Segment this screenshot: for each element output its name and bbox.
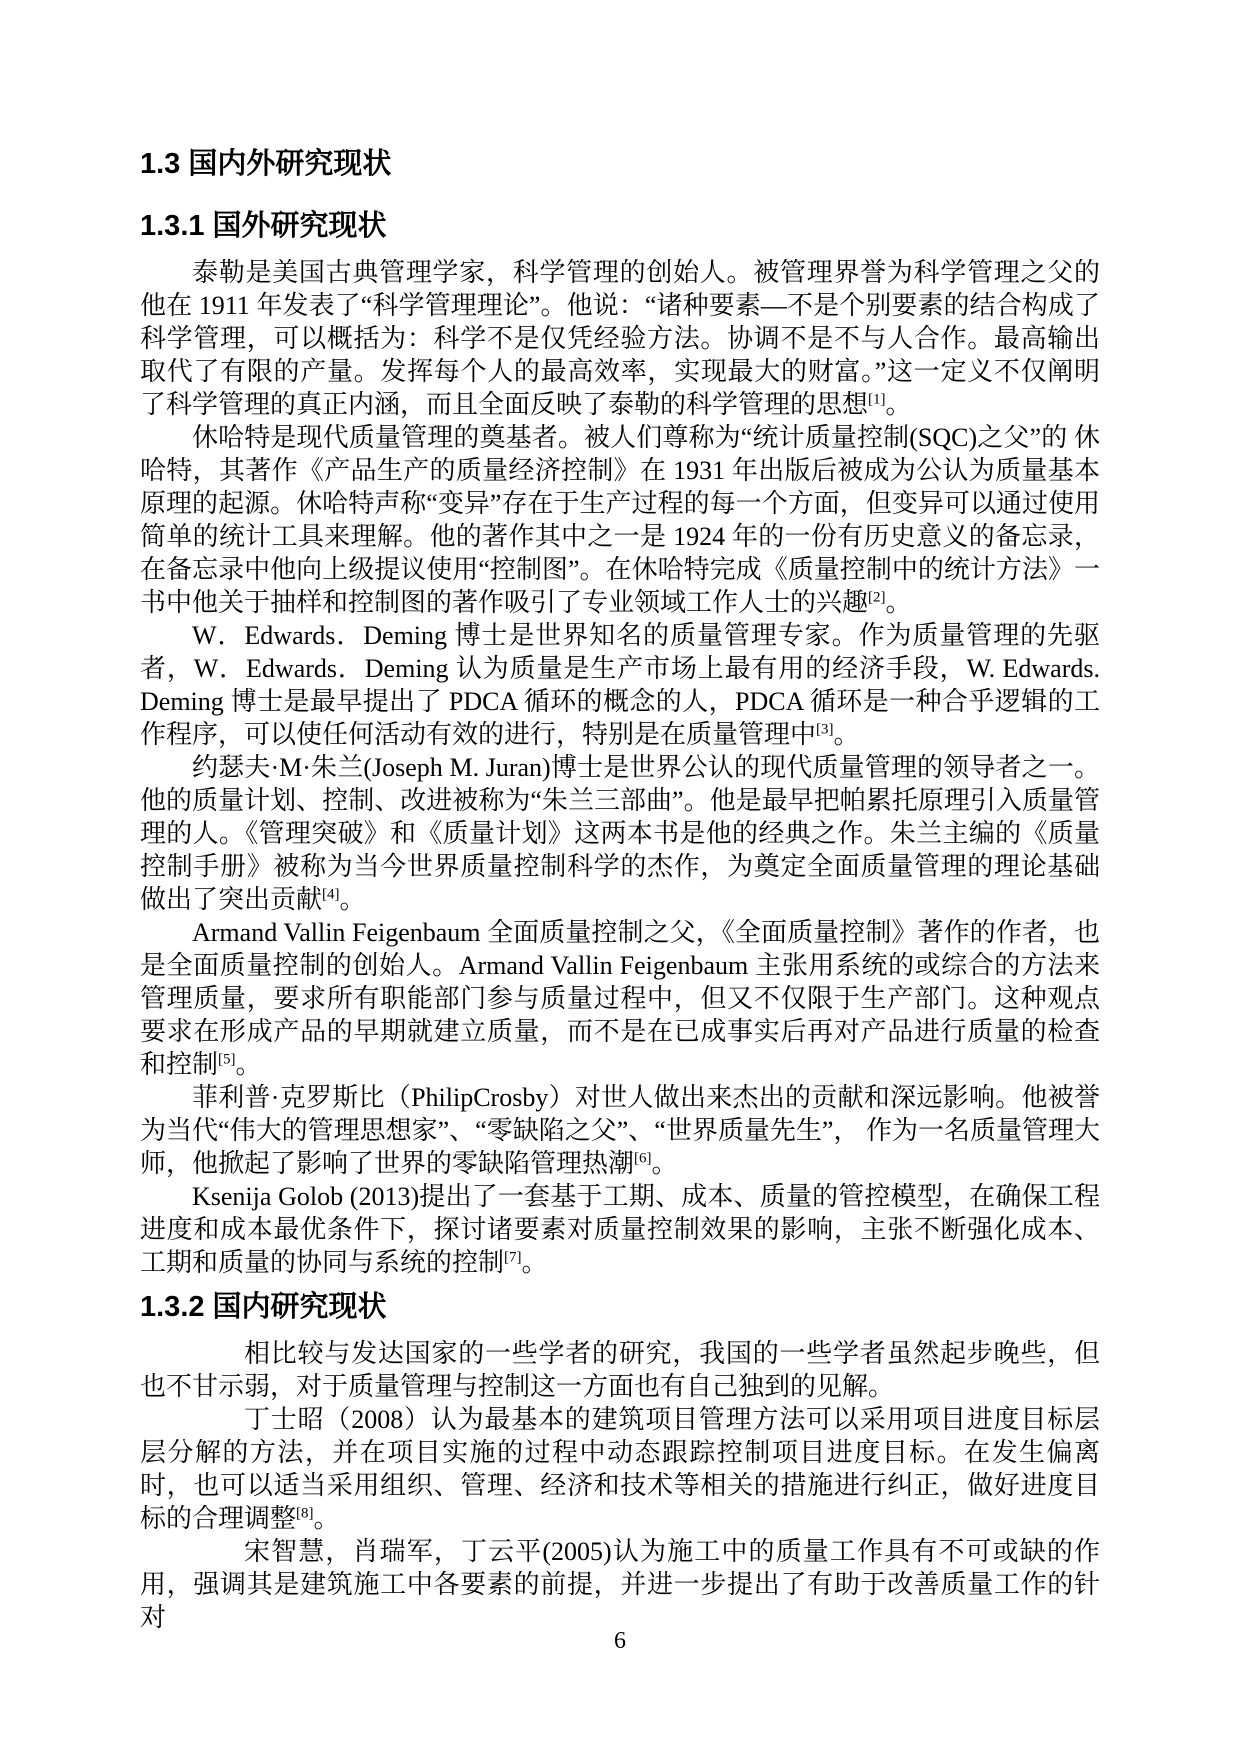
section-heading-1-3: 1.3 国内外研究现状 bbox=[140, 148, 392, 180]
section-heading-1-3-1: 1.3.1 国外研究现状 bbox=[140, 210, 387, 242]
paragraph-deming bbox=[140, 619, 1100, 751]
paragraph-text: W．Edwards．Deming 博士是世界知名的质量管理专家。作为质量管理的先驱者，W．Edwards．Deming 认为质量是生产市场上最有用的经济手段，W. Edwards. Deming 博士是最早提出了 PDCA 循环的概念的人，PDCA 循环是一种合乎逻辑的工作程序，可以使任何活动有效的进行，特别是在质量管理中 bbox=[140, 621, 1100, 749]
paragraph-tail: 。 bbox=[521, 1248, 548, 1277]
citation-ref-6: [6] bbox=[634, 1150, 652, 1167]
paragraph-text: Ksenija Golob (2013)提出了一套基于工期、成本、质量的管控模型，在确保工程进度和成本最优条件下，探讨诸要素对质量控制效果的影响，主张不断强化成本、工期和质量的协同与系统的控制 bbox=[140, 1182, 1100, 1277]
citation-ref-1: [1] bbox=[868, 391, 886, 408]
paragraph-golob bbox=[140, 1180, 1100, 1279]
citation-ref-8: [8] bbox=[296, 1505, 314, 1522]
paragraph-tail: 。 bbox=[235, 1050, 262, 1079]
paragraph-tail: 。 bbox=[885, 588, 912, 617]
paragraph-tail: 。 bbox=[833, 720, 860, 749]
citation-ref-3: [3] bbox=[816, 721, 834, 738]
paragraph-text: 休哈特是现代质量管理的奠基者。被人们尊称为“统计质量控制(SQC)之父”的 休哈特，其著作《产品生产的质量经济控制》在 1931 年出版后被成为公认为质量基本原理的起源。休哈特声称“变异”存在于生产过程的每一个方面，但变异可以通过使用简单的统计工具来理解。他的著作其中之一是 1924 年的一份有历史意义的备忘录，在备忘录中他向上级提议使用“控制图”。在休哈特完成《质量控制中的统计方法》一书中他关于抽样和控制图的著作吸引了专业领域工作人士的兴趣 bbox=[140, 423, 1100, 617]
paragraph-taylor bbox=[140, 256, 1100, 421]
paragraph-songzhihui bbox=[140, 1535, 1100, 1634]
section-heading-1-3-2: 1.3.2 国内研究现状 bbox=[140, 1291, 387, 1323]
paragraph-text: 泰勒是美国古典管理学家，科学管理的创始人。被管理界誉为科学管理之父的他在 1911 年发表了“科学管理理论”。他说：“诸种要素—不是个别要素的结合构成了科学管理，可以概括为：科学不是仅凭经验方法。协调不是不与人合作。最高输出取代了有限的产量。发挥每个人的最高效率，实现最大的财富。”这一定义不仅阐明了科学管理的真正内涵，而且全面反映了泰勒的科学管理的思想 bbox=[140, 258, 1100, 419]
paragraph-tail: 。 bbox=[651, 1149, 678, 1178]
paragraph-text: Armand Vallin Feigenbaum 全面质量控制之父，《全面质量控制》著作的作者，也是全面质量控制的创始人。Armand Vallin Feigenbaum 主张用系统的或综合的方法来管理质量，要求所有职能部门参与质量过程中，但又不仅限于生产部门。这种观点要求在形成产品的早期就建立质量，而不是在已成事实后再对产品进行质量的检查和控制 bbox=[140, 918, 1100, 1079]
paragraph-text: 丁士昭（2008）认为最基本的建筑项目管理方法可以采用项目进度目标层层分解的方法，并在项目实施的过程中动态跟踪控制项目进度目标。在发生偏离时，也可以适当采用组织、管理、经济和技术等相关的措施进行纠正，做好进度目标的合理调整 bbox=[140, 1405, 1100, 1533]
paragraph-tail: 。 bbox=[339, 885, 366, 914]
paragraph-feigenbaum bbox=[140, 916, 1100, 1081]
paragraph-tail: 。 bbox=[313, 1504, 340, 1533]
citation-ref-4: [4] bbox=[322, 886, 340, 903]
paragraph-text: 菲利普·克罗斯比（PhilipCrosby）对世人做出来杰出的贡献和深远影响。他被誉为当代“伟大的管理思想家”、“零缺陷之父”、“世界质量先生”， 作为一名质量管理大师，他掀起了影响了世界的零缺陷管理热潮 bbox=[140, 1083, 1100, 1178]
citation-ref-5: [5] bbox=[218, 1051, 236, 1068]
paragraph-juran bbox=[140, 751, 1100, 916]
paragraph-tail: 。 bbox=[885, 390, 912, 419]
citation-ref-2: [2] bbox=[868, 589, 886, 606]
paragraph-text: 宋智慧，肖瑞军，丁云平(2005)认为施工中的质量工作具有不可或缺的作用，强调其是建筑施工中各要素的前提，并进一步提出了有助于改善质量工作的针对 bbox=[140, 1537, 1100, 1632]
paragraph-shewhart bbox=[140, 421, 1100, 619]
paragraph-text: 相比较与发达国家的一些学者的研究，我国的一些学者虽然起步晚些，但也不甘示弱，对于质量管理与控制这一方面也有自己独到的见解。 bbox=[140, 1339, 1100, 1401]
paragraph-dingshizhao bbox=[140, 1403, 1100, 1535]
paragraph-domestic-intro bbox=[140, 1337, 1100, 1403]
paragraph-crosby bbox=[140, 1081, 1100, 1180]
citation-ref-7: [7] bbox=[504, 1249, 522, 1266]
page-content bbox=[140, 146, 1100, 1634]
page-number: 6 bbox=[614, 1628, 626, 1654]
paragraph-text: 约瑟夫·M·朱兰(Joseph M. Juran)博士是世界公认的现代质量管理的领导者之一。他的质量计划、控制、改进被称为“朱兰三部曲”。他是最早把帕累托原理引入质量管理的人。《管理突破》和《质量计划》这两本书是他的经典之作。朱兰主编的《质量控制手册》被称为当今世界质量控制科学的杰作，为奠定全面质量管理的理论基础做出了突出贡献 bbox=[140, 753, 1100, 914]
